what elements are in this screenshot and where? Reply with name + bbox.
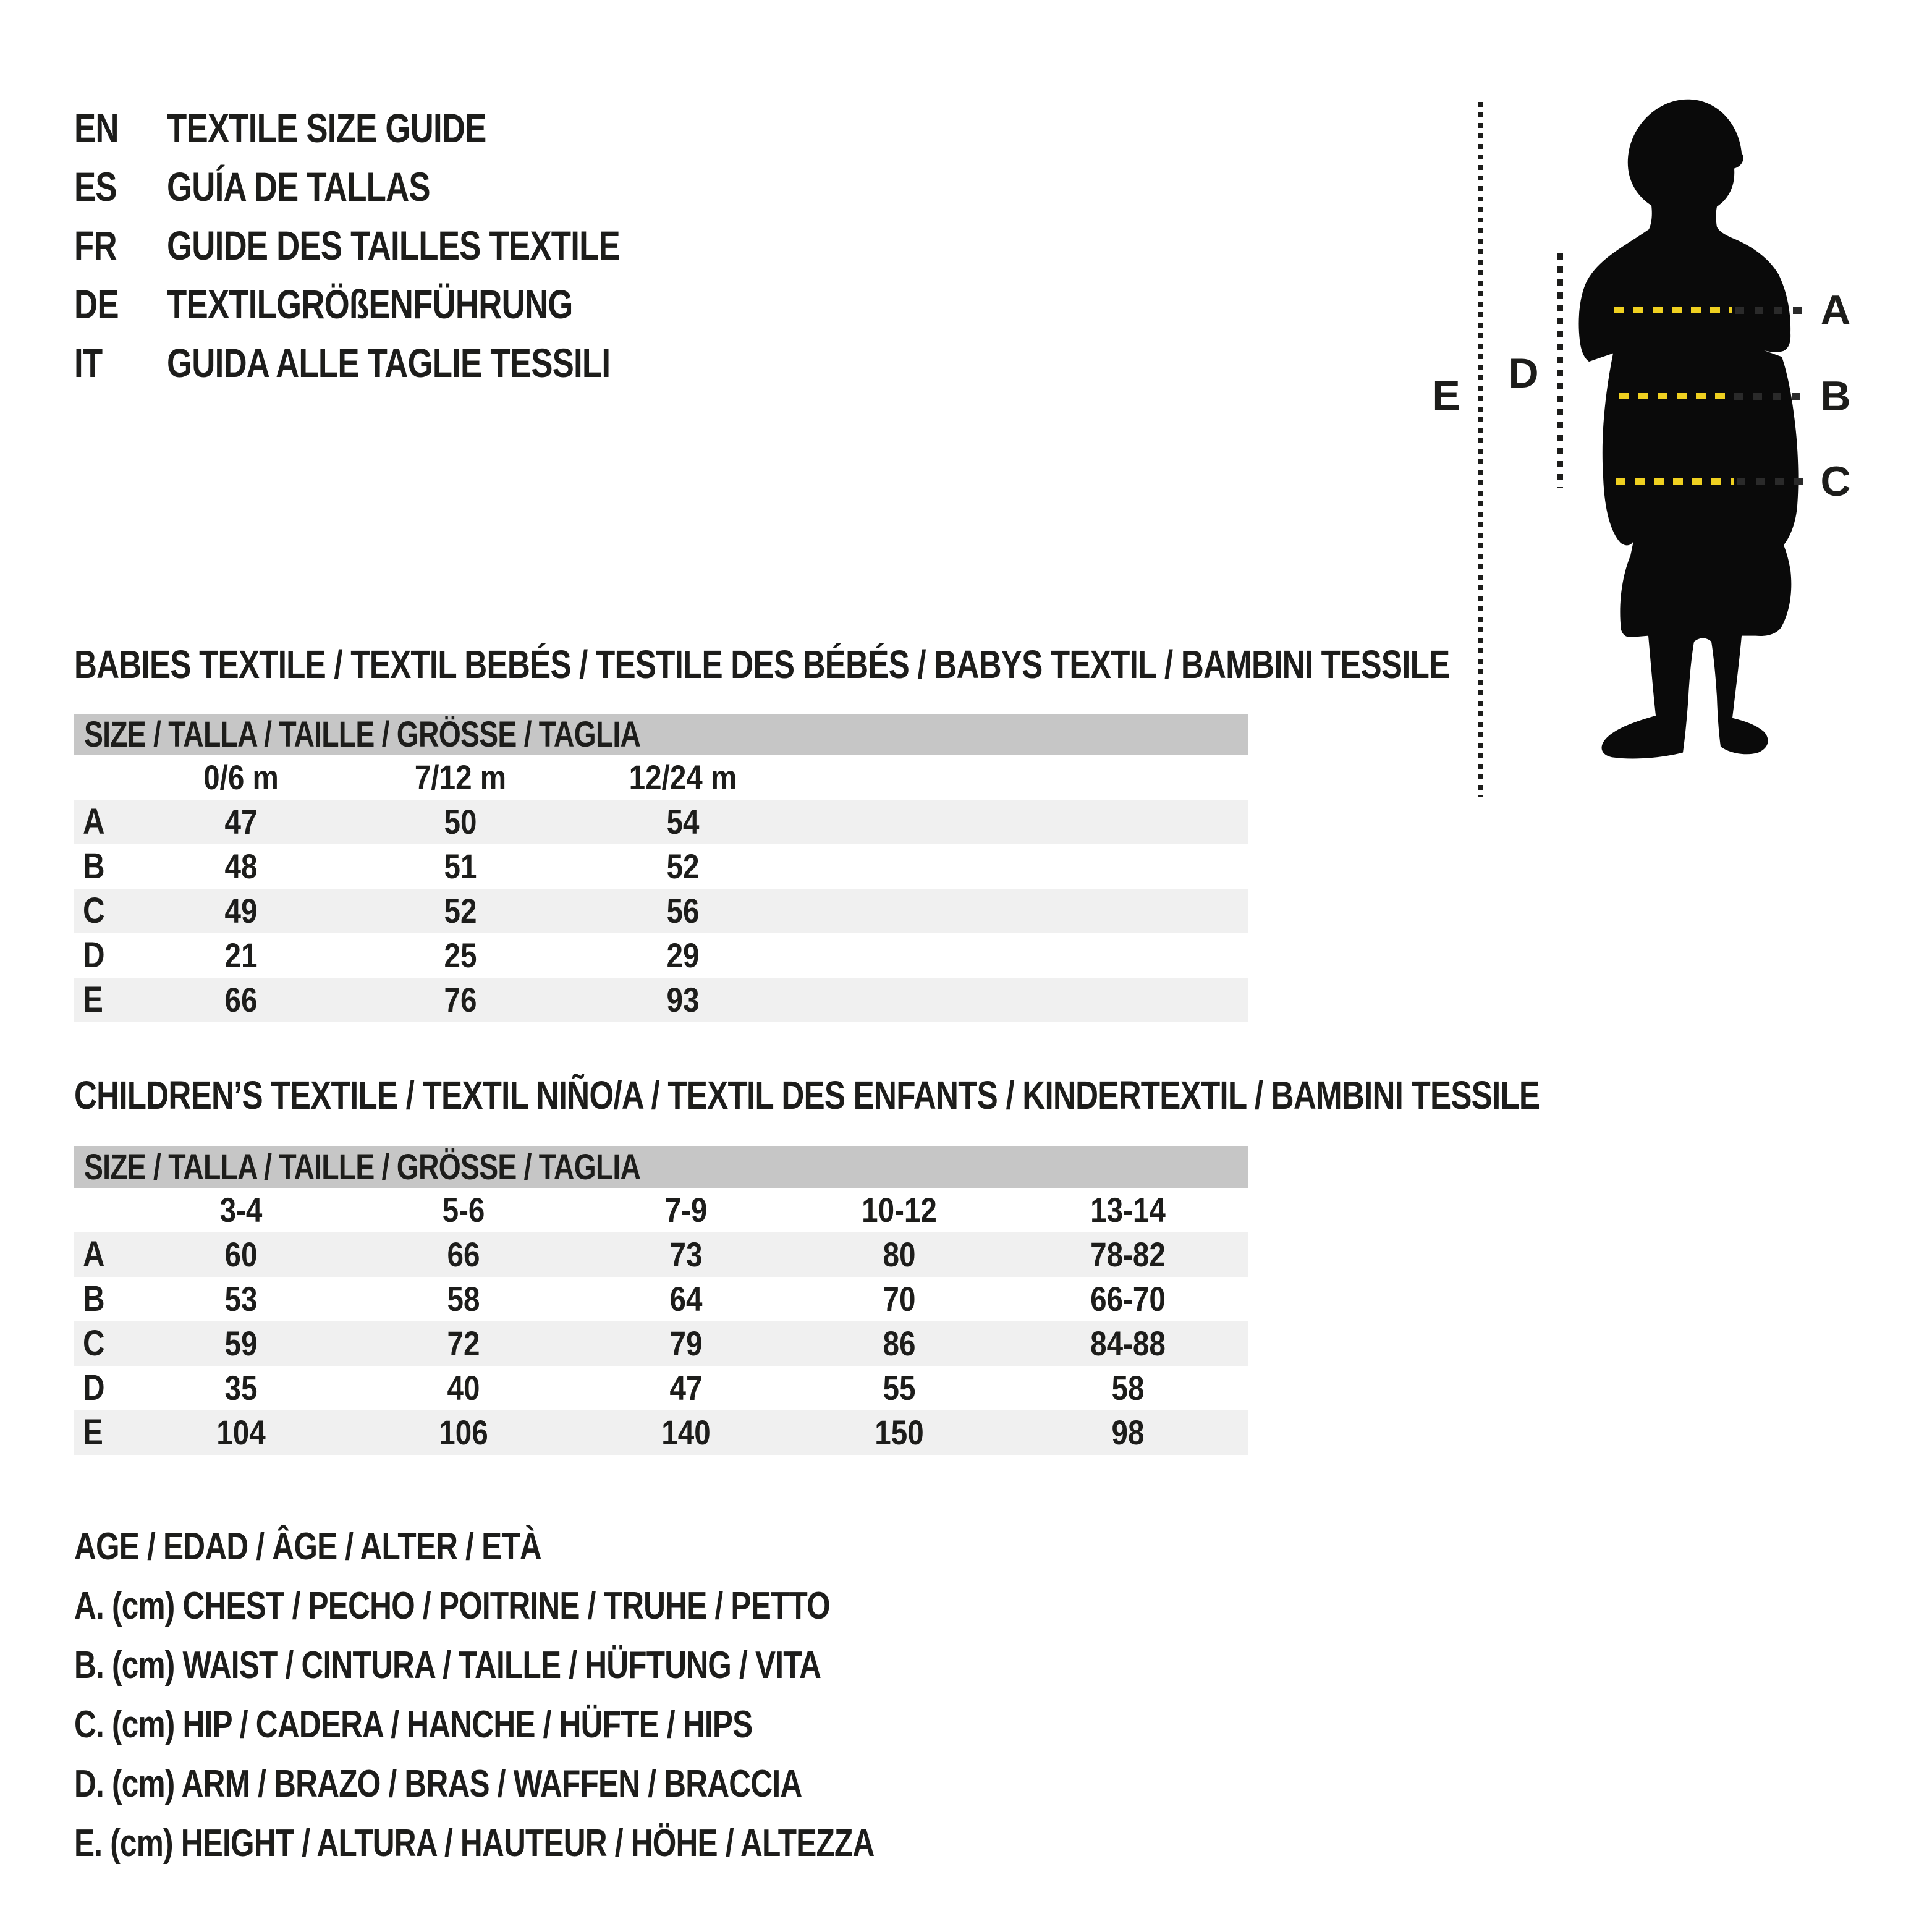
- size-value-cell: 60: [224, 1235, 258, 1274]
- column-header: 12/24 m: [629, 758, 737, 797]
- hip-line-c-yellow: [1616, 478, 1734, 485]
- size-value-cell: 72: [447, 1324, 480, 1363]
- column-header: 3-4: [219, 1190, 263, 1229]
- children-size-table: [74, 1146, 1248, 1455]
- language-row: [74, 275, 1063, 334]
- legend-line: B. (cm) WAIST / CINTURA / TAILLE / HÜFTUNG / VITA: [74, 1644, 821, 1687]
- figure-label-a: A: [1820, 287, 1851, 334]
- table-row: [74, 1410, 1248, 1455]
- size-value-cell: 64: [669, 1279, 703, 1318]
- children-table-header-bar: [74, 1146, 1248, 1188]
- size-value-cell: 51: [444, 847, 477, 886]
- size-value-cell: 93: [666, 980, 700, 1019]
- arm-measure-line-d: [1557, 253, 1563, 488]
- row-measure-label: A: [83, 802, 105, 842]
- column-header: 10-12: [862, 1190, 937, 1229]
- size-value-cell: 47: [669, 1368, 703, 1407]
- table-row: [74, 1366, 1248, 1410]
- children-section-title: CHILDREN’S TEXTILE / TEXTIL NIÑO/A / TEXTIL DES ENFANTS / KINDERTEXTIL / BAMBINI TESSILE: [74, 1073, 1540, 1117]
- table-row: [74, 1277, 1248, 1321]
- row-measure-label: A: [83, 1234, 105, 1274]
- column-header: 5-6: [442, 1190, 485, 1229]
- chest-line-a-yellow: [1614, 307, 1732, 313]
- size-value-cell: 78-82: [1090, 1235, 1166, 1274]
- size-value-cell: 25: [444, 936, 477, 975]
- column-header: 13-14: [1090, 1190, 1166, 1229]
- size-value-cell: 76: [444, 980, 477, 1019]
- size-value-cell: 98: [1111, 1413, 1145, 1452]
- size-value-cell: 150: [875, 1413, 924, 1452]
- legend-line: AGE / EDAD / ÂGE / ALTER / ETÀ: [74, 1525, 541, 1568]
- table-column-header-row: [74, 755, 1248, 800]
- size-value-cell: 49: [224, 891, 258, 930]
- size-value-cell: 47: [224, 802, 258, 841]
- row-measure-label: C: [83, 1323, 105, 1363]
- height-measure-line-e: [1478, 102, 1483, 797]
- babies-section-title: BABIES TEXTILE / TEXTIL BEBÉS / TESTILE DES BÉBÉS / BABYS TEXTIL / BAMBINI TESSILE: [74, 642, 1450, 687]
- size-value-cell: 140: [661, 1413, 711, 1452]
- language-row: [74, 334, 1063, 392]
- size-value-cell: 79: [669, 1324, 703, 1363]
- size-value-cell: 66: [447, 1235, 480, 1274]
- size-value-cell: 106: [439, 1413, 488, 1452]
- figure-label-e: E: [1432, 372, 1460, 419]
- language-row: [74, 216, 1063, 275]
- language-title: GUIDA ALLE TAGLIE TESSILI: [167, 340, 611, 386]
- figure-label-b: B: [1820, 373, 1851, 420]
- size-value-cell: 21: [224, 936, 258, 975]
- hip-line-c-dark: [1737, 478, 1807, 485]
- legend-line: E. (cm) HEIGHT / ALTURA / HAUTEUR / HÖHE / ALTEZZA: [74, 1822, 875, 1865]
- column-header: 0/6 m: [203, 758, 279, 797]
- size-value-cell: 53: [224, 1279, 258, 1318]
- language-code: DE: [74, 281, 119, 327]
- language-code: IT: [74, 340, 103, 386]
- size-value-cell: 48: [224, 847, 258, 886]
- size-value-cell: 52: [666, 847, 700, 886]
- language-title: TEXTILGRÖßENFÜHRUNG: [167, 281, 573, 327]
- language-title: GUIDE DES TAILLES TEXTILE: [167, 222, 620, 268]
- language-title-list: [74, 99, 1063, 392]
- table-row: [74, 1321, 1248, 1366]
- legend-line: D. (cm) ARM / BRAZO / BRAS / WAFFEN / BRACCIA: [74, 1763, 802, 1805]
- children-table-header-text: SIZE / TALLA / TAILLE / GRÖSSE / TAGLIA: [84, 1147, 641, 1187]
- table-row: [74, 889, 1248, 933]
- size-value-cell: 84-88: [1090, 1324, 1166, 1363]
- size-value-cell: 35: [224, 1368, 258, 1407]
- table-row: [74, 1232, 1248, 1277]
- figure-label-d: D: [1508, 350, 1539, 397]
- table-column-header-row: [74, 1188, 1248, 1232]
- language-code: FR: [74, 222, 117, 268]
- size-value-cell: 86: [883, 1324, 916, 1363]
- size-value-cell: 56: [666, 891, 700, 930]
- language-title: TEXTILE SIZE GUIDE: [167, 105, 486, 151]
- waist-line-b-dark: [1734, 393, 1807, 400]
- size-value-cell: 52: [444, 891, 477, 930]
- child-silhouette: [1564, 96, 1823, 763]
- size-value-cell: 104: [216, 1413, 266, 1452]
- size-value-cell: 54: [666, 802, 700, 841]
- row-measure-label: D: [83, 935, 105, 975]
- size-value-cell: 40: [447, 1368, 480, 1407]
- babies-table-header-bar: [74, 714, 1248, 755]
- measurement-legend: [74, 1517, 1074, 1873]
- row-measure-label: C: [83, 891, 105, 931]
- babies-table-header-text: SIZE / TALLA / TAILLE / GRÖSSE / TAGLIA: [84, 714, 641, 755]
- row-measure-label: E: [83, 980, 103, 1020]
- babies-size-table: [74, 714, 1248, 1022]
- language-row: [74, 99, 1063, 158]
- size-value-cell: 80: [883, 1235, 916, 1274]
- size-value-cell: 70: [883, 1279, 916, 1318]
- chest-line-a-dark: [1735, 307, 1807, 314]
- size-value-cell: 58: [1111, 1368, 1145, 1407]
- column-header: 7-9: [664, 1190, 708, 1229]
- size-value-cell: 59: [224, 1324, 258, 1363]
- size-value-cell: 58: [447, 1279, 480, 1318]
- figure-label-c: C: [1820, 458, 1851, 505]
- language-code: ES: [74, 164, 117, 210]
- legend-line: A. (cm) CHEST / PECHO / POITRINE / TRUHE / PETTO: [74, 1585, 830, 1627]
- size-value-cell: 66-70: [1090, 1279, 1166, 1318]
- table-row: [74, 844, 1248, 889]
- table-row: [74, 933, 1248, 978]
- row-measure-label: B: [83, 1279, 105, 1319]
- row-measure-label: D: [83, 1368, 105, 1408]
- language-title: GUÍA DE TALLAS: [167, 164, 430, 210]
- column-header: 7/12 m: [414, 758, 507, 797]
- size-value-cell: 66: [224, 980, 258, 1019]
- legend-line: C. (cm) HIP / CADERA / HANCHE / HÜFTE / HIPS: [74, 1703, 753, 1746]
- size-value-cell: 55: [883, 1368, 916, 1407]
- row-measure-label: E: [83, 1412, 103, 1452]
- size-value-cell: 29: [666, 936, 700, 975]
- waist-line-b-yellow: [1619, 393, 1728, 399]
- size-value-cell: 50: [444, 802, 477, 841]
- language-row: [74, 158, 1063, 216]
- row-measure-label: B: [83, 846, 105, 886]
- language-code: EN: [74, 105, 119, 151]
- table-row: [74, 800, 1248, 844]
- size-value-cell: 73: [669, 1235, 703, 1274]
- table-row: [74, 978, 1248, 1022]
